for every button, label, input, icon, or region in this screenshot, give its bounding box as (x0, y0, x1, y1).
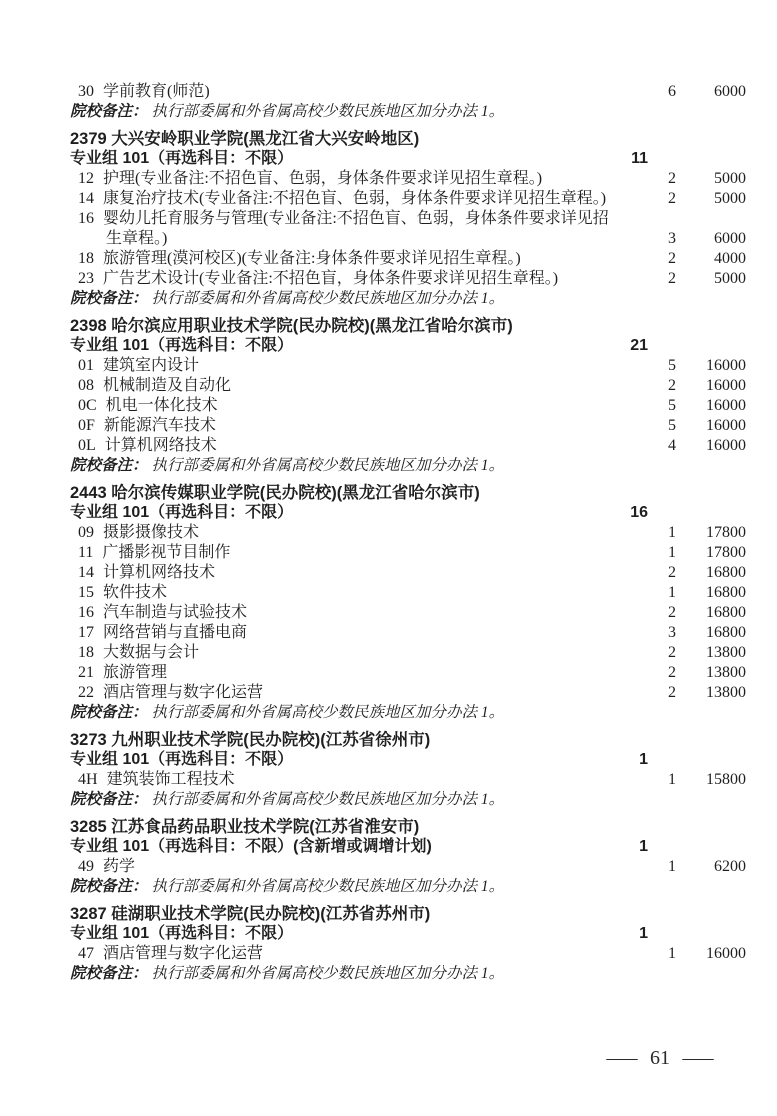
major-group-plan-count: 1 (639, 925, 648, 942)
program-row (70, 583, 746, 603)
major-group-row (70, 149, 718, 169)
program-plan-count: 3 (668, 624, 676, 641)
program-plan-count: 4 (668, 437, 676, 454)
major-group-plan-count: 11 (631, 150, 648, 167)
program-name-cell (78, 643, 616, 663)
program-row (70, 857, 746, 877)
program-name: 婴幼儿托育服务与管理(专业备注:不招色盲、色弱，身体条件要求详见招生章程。) (103, 210, 609, 247)
program-name-cell (78, 563, 616, 583)
institution-header: 3287 硅湖职业技术学院(民办院校)(江苏省苏州市) (70, 905, 431, 923)
program-plan-count: 2 (668, 684, 676, 701)
program-tuition-fee: 13800 (706, 644, 746, 661)
program-name: 网络营销与直播电商 (103, 624, 248, 641)
program-plan-count: 2 (668, 664, 676, 681)
program-name-cell (78, 209, 616, 249)
institution-header: 3273 九州职业技术学院(民办院校)(江苏省徐州市) (70, 731, 431, 749)
program-code: 17 (78, 624, 94, 641)
program-tuition-fee: 16800 (706, 584, 746, 601)
remark-label: 院校备注： (70, 704, 148, 721)
major-group-row (70, 336, 718, 356)
remark-text: 执行部委属和外省属高校少数民族地区加分办法 1。 (151, 704, 505, 721)
program-name: 酒店管理与数字化运营 (103, 684, 264, 701)
footer-dash-left: — (606, 1047, 638, 1069)
program-name-cell (78, 770, 616, 790)
institution-section (70, 730, 746, 810)
program-tuition-fee: 4000 (714, 250, 746, 267)
program-plan-count: 2 (668, 564, 676, 581)
program-code: 11 (78, 544, 94, 561)
program-tuition-fee: 15800 (706, 771, 746, 788)
program-name: 新能源汽车技术 (103, 417, 216, 434)
program-tuition-fee: 6200 (714, 858, 746, 875)
program-name: 建筑室内设计 (103, 357, 200, 374)
remark-label: 院校备注： (70, 290, 148, 307)
program-plan-count: 5 (668, 417, 676, 434)
program-code: 15 (78, 584, 94, 601)
major-group-row (70, 750, 718, 770)
program-plan-count: 2 (668, 250, 676, 267)
program-name-cell (78, 523, 616, 543)
program-name-cell (78, 356, 616, 376)
major-group-row (70, 837, 718, 857)
program-name-cell (78, 249, 616, 269)
program-row (70, 603, 746, 623)
remark-label: 院校备注： (70, 791, 148, 808)
institution-section (70, 316, 746, 476)
program-code: 22 (78, 684, 94, 701)
program-tuition-fee: 16000 (706, 397, 746, 414)
program-plan-count: 1 (668, 945, 676, 962)
program-code: 16 (78, 604, 94, 621)
institution-section (70, 817, 746, 897)
program-tuition-fee: 16000 (706, 417, 746, 434)
program-plan-count: 2 (668, 270, 676, 287)
institution-header: 3285 江苏食品药品职业技术学院(江苏省淮安市) (70, 818, 420, 836)
program-plan-count: 1 (668, 544, 676, 561)
program-row (70, 663, 746, 683)
institution-section (70, 129, 746, 309)
program-tuition-fee: 5000 (714, 190, 746, 207)
program-name-cell (78, 944, 616, 964)
program-plan-count: 2 (668, 190, 676, 207)
program-tuition-fee: 5000 (714, 170, 746, 187)
footer-dash-right: — (682, 1047, 714, 1069)
program-row (70, 623, 746, 643)
program-plan-count: 2 (668, 377, 676, 394)
program-name-cell (78, 543, 616, 563)
program-name: 软件技术 (103, 584, 168, 601)
major-group-label: 专业组 101（再选科目：不限） (70, 337, 294, 354)
program-name-cell (78, 82, 616, 102)
program-row (70, 189, 746, 209)
program-name: 大数据与会计 (103, 644, 200, 661)
remark-text: 执行部委属和外省属高校少数民族地区加分办法 1。 (151, 965, 505, 982)
program-tuition-fee: 16000 (706, 945, 746, 962)
remark-text: 执行部委属和外省属高校少数民族地区加分办法 1。 (151, 290, 505, 307)
program-code: 18 (78, 250, 94, 267)
program-row (70, 683, 746, 703)
program-name-cell (78, 436, 616, 456)
program-name-cell (78, 683, 616, 703)
program-row (70, 770, 746, 790)
program-name: 计算机网络技术 (104, 437, 217, 454)
institution-header: 2443 哈尔滨传媒职业学院(民办院校)(黑龙江省哈尔滨市) (70, 484, 480, 502)
program-name: 广告艺术设计(专业备注:不招色盲，身体条件要求详见招生章程。) (103, 270, 559, 287)
program-name: 建筑装饰工程技术 (106, 771, 235, 788)
institution-section (70, 904, 746, 984)
program-name: 旅游管理(漠河校区)(专业备注:身体条件要求详见招生章程。) (103, 250, 521, 267)
program-tuition-fee: 16000 (706, 357, 746, 374)
program-name-cell (78, 396, 616, 416)
program-code: 47 (78, 945, 94, 962)
program-name: 旅游管理 (103, 664, 168, 681)
program-code: 14 (78, 564, 94, 581)
program-name-cell (78, 169, 616, 189)
program-plan-count: 2 (668, 170, 676, 187)
major-group-row (70, 503, 718, 523)
institution-remark-row (70, 964, 718, 984)
program-tuition-fee: 16000 (706, 437, 746, 454)
program-tuition-fee: 5000 (714, 270, 746, 287)
program-tuition-fee: 16800 (706, 624, 746, 641)
major-group-row (70, 924, 718, 944)
program-code: 23 (78, 270, 94, 287)
program-code: 12 (78, 170, 94, 187)
program-name-cell (78, 663, 616, 683)
program-plan-count: 5 (668, 357, 676, 374)
program-tuition-fee: 13800 (706, 664, 746, 681)
program-name: 酒店管理与数字化运营 (103, 945, 264, 962)
program-name: 广播影视节目制作 (102, 544, 231, 561)
institution-remark-row (70, 790, 718, 810)
program-name-cell (78, 857, 616, 877)
major-group-plan-count: 21 (630, 337, 648, 354)
program-row (70, 543, 746, 563)
remark-label: 院校备注： (70, 457, 148, 474)
program-plan-count: 1 (668, 524, 676, 541)
program-name: 护理(专业备注:不招色盲、色弱，身体条件要求详见招生章程。) (103, 170, 543, 187)
institution-section (70, 483, 746, 723)
program-name-cell (78, 376, 616, 396)
program-tuition-fee: 13800 (706, 684, 746, 701)
program-tuition-fee: 16800 (706, 564, 746, 581)
program-row (70, 396, 746, 416)
program-plan-count: 6 (668, 83, 676, 100)
major-group-plan-count: 1 (639, 838, 648, 855)
program-name: 学前教育(师范) (103, 83, 210, 100)
remark-text: 执行部委属和外省属高校少数民族地区加分办法 1。 (151, 878, 505, 895)
major-group-label: 专业组 101（再选科目：不限） (70, 751, 294, 768)
program-code: 16 (78, 210, 94, 227)
major-group-label: 专业组 101（再选科目：不限） (70, 925, 294, 942)
program-code: 21 (78, 664, 94, 681)
program-name-cell (78, 603, 616, 623)
program-name: 药学 (103, 858, 136, 875)
program-tuition-fee: 16800 (706, 604, 746, 621)
program-code: 0C (78, 397, 97, 414)
program-row (70, 643, 746, 663)
program-code: 08 (78, 377, 94, 394)
program-row (70, 169, 746, 189)
remark-label: 院校备注： (70, 103, 148, 120)
program-name: 机械制造及自动化 (103, 377, 232, 394)
program-code: 09 (78, 524, 94, 541)
page-footer (606, 1046, 714, 1070)
program-row (70, 356, 746, 376)
remark-label: 院校备注： (70, 965, 148, 982)
program-plan-count: 2 (668, 604, 676, 621)
remark-text: 执行部委属和外省属高校少数民族地区加分办法 1。 (151, 103, 505, 120)
program-row (70, 249, 746, 269)
institution-section (70, 82, 746, 122)
program-tuition-fee: 17800 (706, 524, 746, 541)
program-name: 摄影摄像技术 (103, 524, 200, 541)
program-row (70, 209, 746, 249)
major-group-label: 专业组 101（再选科目：不限） (70, 504, 294, 521)
program-row (70, 436, 746, 456)
program-name: 汽车制造与试验技术 (103, 604, 248, 621)
page-number: 61 (650, 1047, 670, 1069)
program-tuition-fee: 6000 (714, 230, 746, 247)
program-row (70, 376, 746, 396)
program-plan-count: 1 (668, 771, 676, 788)
program-row (70, 82, 746, 102)
program-name-cell (78, 189, 616, 209)
institution-remark-row (70, 289, 718, 309)
program-tuition-fee: 16000 (706, 377, 746, 394)
program-code: 14 (78, 190, 94, 207)
remark-label: 院校备注： (70, 878, 148, 895)
remark-text: 执行部委属和外省属高校少数民族地区加分办法 1。 (151, 457, 505, 474)
program-name-cell (78, 623, 616, 643)
program-code: 0L (78, 437, 96, 454)
major-group-label: 专业组 101（再选科目：不限） (70, 150, 294, 167)
program-plan-count: 1 (668, 584, 676, 601)
institution-remark-row (70, 703, 718, 723)
program-plan-count: 3 (668, 230, 676, 247)
program-name-cell (78, 416, 616, 436)
program-code: 30 (78, 83, 94, 100)
program-name: 计算机网络技术 (103, 564, 216, 581)
admission-plan-list (70, 82, 746, 984)
remark-text: 执行部委属和外省属高校少数民族地区加分办法 1。 (151, 791, 505, 808)
institution-remark-row (70, 456, 718, 476)
program-tuition-fee: 6000 (714, 83, 746, 100)
program-name: 机电一体化技术 (105, 397, 218, 414)
program-plan-count: 5 (668, 397, 676, 414)
program-row (70, 944, 746, 964)
institution-header: 2398 哈尔滨应用职业技术学院(民办院校)(黑龙江省哈尔滨市) (70, 317, 513, 335)
major-group-plan-count: 1 (639, 751, 648, 768)
program-code: 4H (78, 771, 98, 788)
program-code: 49 (78, 858, 94, 875)
program-code: 01 (78, 357, 94, 374)
program-plan-count: 1 (668, 858, 676, 875)
program-name-cell (78, 269, 616, 289)
program-row (70, 269, 746, 289)
program-plan-count: 2 (668, 644, 676, 661)
program-row (70, 523, 746, 543)
major-group-label: 专业组 101（再选科目：不限）(含新增或调增计划) (70, 838, 432, 855)
program-name: 康复治疗技术(专业备注:不招色盲、色弱，身体条件要求详见招生章程。) (103, 190, 607, 207)
program-name-cell (78, 583, 616, 603)
program-row (70, 563, 746, 583)
program-tuition-fee: 17800 (706, 544, 746, 561)
institution-remark-row (70, 102, 718, 122)
program-row (70, 416, 746, 436)
institution-header: 2379 大兴安岭职业学院(黑龙江省大兴安岭地区) (70, 130, 420, 148)
program-code: 18 (78, 644, 94, 661)
major-group-plan-count: 16 (630, 504, 648, 521)
program-code: 0F (78, 417, 95, 434)
institution-remark-row (70, 877, 718, 897)
